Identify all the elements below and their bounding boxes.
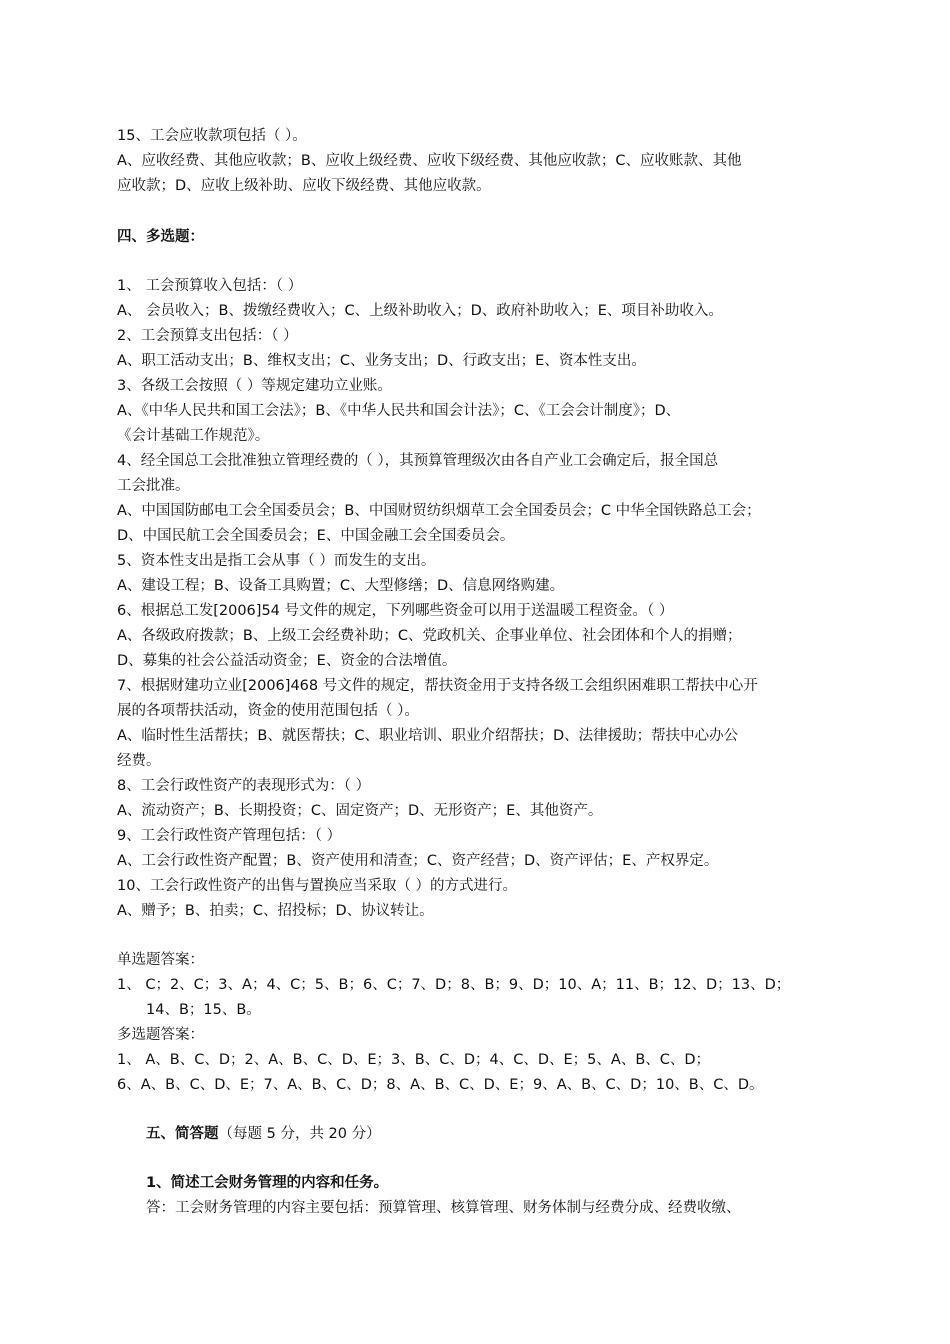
section-4-line: D、中国民航工会全国委员会；E、中国金融工会全国委员会。 xyxy=(117,528,515,544)
section-4-line: 7、根据财建功立业[2006]468 号文件的规定，帮扶资金用于支持各级工会组织困难职工帮扶中心开 xyxy=(117,678,758,694)
question-15-options-line-2: 应收款；D、应收上级补助、应收下级经费、其他应收款。 xyxy=(117,178,491,194)
section-4-line: A、临时性生活帮扶；B、就医帮扶；C、职业培训、职业介绍帮扶；D、法律援助；帮扶中心办公 xyxy=(117,728,739,744)
single-choice-answers-line-1: 1、 C；2、C；3、A；4、C；5、B；6、C；7、D；8、B；9、D；10、A；11、B；12、D；13、D； xyxy=(117,977,791,993)
section-4-line: 8、工会行政性资产的表现形式为：（ ） xyxy=(117,778,371,794)
section-4-line: 6、根据总工发[2006]54 号文件的规定，下列哪些资金可以用于送温暖工程资金。（ ） xyxy=(117,603,674,619)
section-4-line: D、募集的社会公益活动资金；E、资金的合法增值。 xyxy=(117,653,457,669)
section-4-line: A、职工活动支出；B、维权支出；C、业务支出；D、行政支出；E、资本性支出。 xyxy=(117,353,646,369)
section-4-line: A、流动资产；B、长期投资；C、固定资产；D、无形资产；E、其他资产。 xyxy=(117,803,603,819)
section-4-line: A、建设工程；B、设备工具购置；C、大型修缮；D、信息网络购建。 xyxy=(117,578,565,594)
multi-choice-answers-line-2: 6、A、B、C、D、E；7、A、B、C、D；8、A、B、C、D、E；9、A、B、C、D；10、B、C、D。 xyxy=(117,1077,764,1093)
question-15-options-line-1: A、应收经费、其他应收款；B、应收上级经费、应收下级经费、其他应收款；C、应收账款、其他 xyxy=(117,153,742,169)
section-4-line: 5、资本性支出是指工会从事（ ）而发生的支出。 xyxy=(117,553,436,569)
section-5-score-note: （每题 5 分，共 20 分） xyxy=(218,1126,381,1142)
section-5-heading: 五、简答题 xyxy=(146,1126,219,1142)
section-4-heading: 四、多选题： xyxy=(117,229,204,245)
section-4-line: 工会批准。 xyxy=(117,478,190,494)
section-4-line: 展的各项帮扶活动，资金的使用范围包括（ ）。 xyxy=(117,703,419,719)
multi-choice-answers-heading: 多选题答案： xyxy=(117,1027,204,1043)
section-4-line: 4、经全国总工会批准独立管理经费的（ ），其预算管理级次由各自产业工会确定后，报全国总 xyxy=(117,453,719,469)
section-4-line: A、工会行政性资产配置；B、资产使用和清查；C、资产经营；D、资产评估；E、产权界定。 xyxy=(117,853,719,869)
section-4-line: A、赠予；B、拍卖；C、招投标；D、协议转让。 xyxy=(117,903,434,919)
section-4-line: 9、工会行政性资产管理包括：（ ） xyxy=(117,828,342,844)
section-4-line: 《会计基础工作规范》。 xyxy=(117,428,270,444)
single-choice-answers-heading: 单选题答案： xyxy=(117,952,204,968)
section-4-line: A、《中华人民共和国工会法》；B、《中华人民共和国会计法》；C、《工会会计制度》；D、 xyxy=(117,403,681,419)
multi-choice-answers-line-1: 1、 A、B、C、D；2、A、B、C、D、E；3、B、C、D；4、C、D、E；5、A、B、C、D； xyxy=(117,1052,711,1068)
section-4-line: A、 会员收入；B、拨缴经费收入；C、上级补助收入；D、政府补助收入；E、项目补助收入。 xyxy=(117,303,723,319)
section-4-line: 经费。 xyxy=(117,753,161,769)
section-4-line: 1、 工会预算收入包括：（ ） xyxy=(117,278,303,294)
section-4-line: A、中国国防邮电工会全国委员会；B、中国财贸纺织烟草工会全国委员会；C 中华全国铁路总工会； xyxy=(117,503,761,519)
section-4-line: 2、工会预算支出包括：（ ） xyxy=(117,328,298,344)
section-4-line: 3、各级工会按照（ ）等规定建功立业账。 xyxy=(117,378,392,394)
section-4-line: 10、工会行政性资产的出售与置换应当采取（ ）的方式进行。 xyxy=(117,878,518,894)
section-4-line: A、各级政府拨款；B、上级工会经费补助；C、党政机关、企事业单位、社会团体和个人的捐赠； xyxy=(117,628,742,644)
single-choice-answers-line-2: 14、B；15、B。 xyxy=(146,1002,261,1018)
short-answer-answer-1: 答：工会财务管理的内容主要包括：预算管理、核算管理、财务体制与经费分成、经费收缴、 xyxy=(146,1200,741,1216)
section-5-heading-row xyxy=(146,1124,381,1144)
question-15-stem: 15、工会应收款项包括（ ）。 xyxy=(117,128,307,144)
short-answer-question-1: 1、简述工会财务管理的内容和任务。 xyxy=(146,1175,389,1191)
